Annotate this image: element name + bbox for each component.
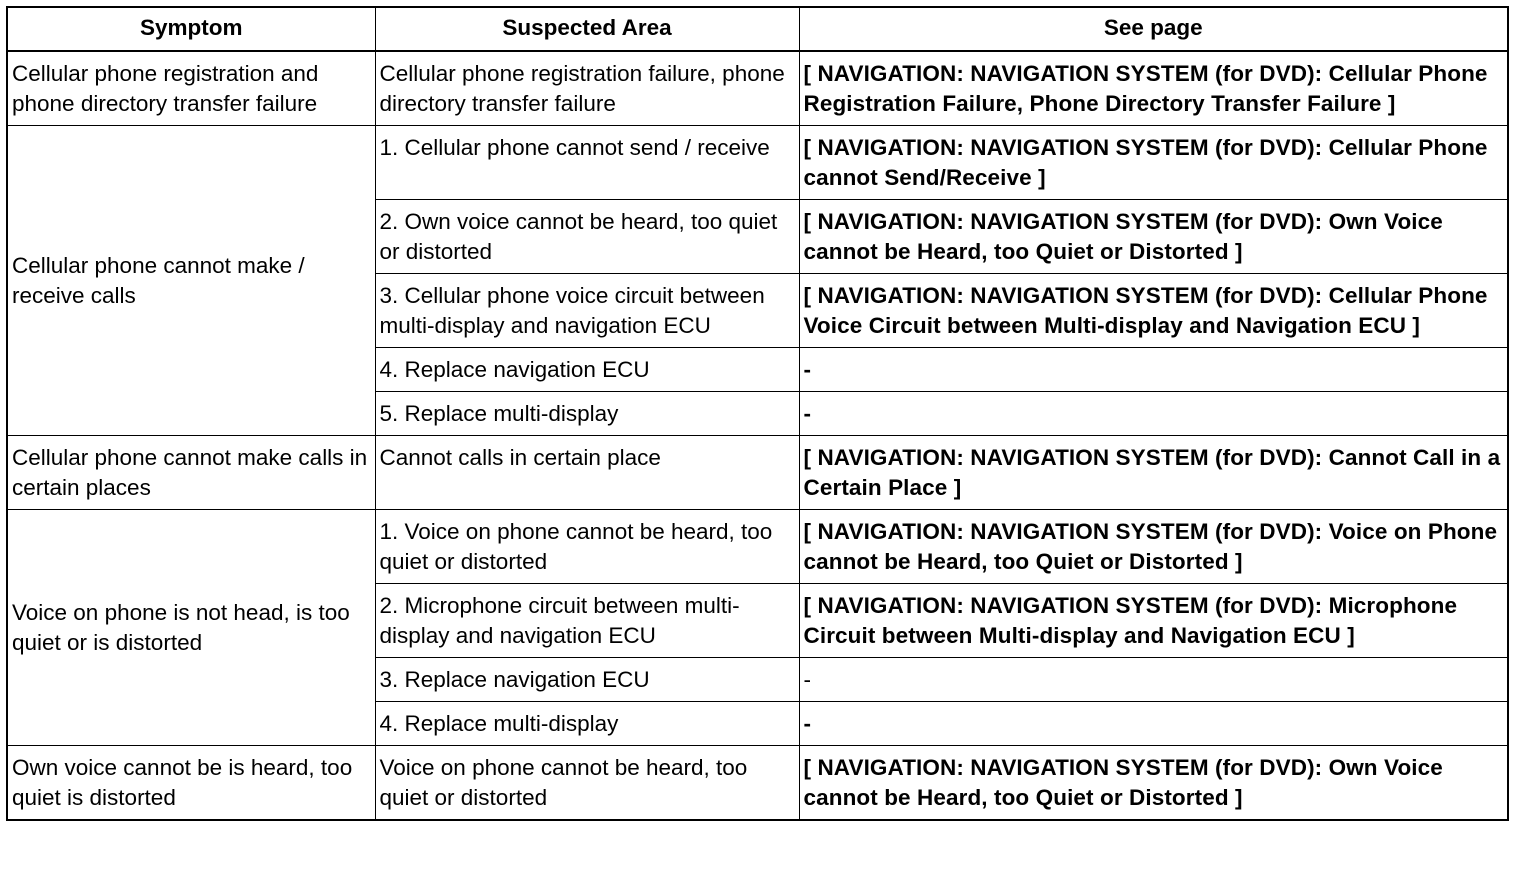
symptom-cell: Cellular phone registration and phone directory transfer failure	[7, 51, 375, 126]
see-page-link[interactable]: [ NAVIGATION: NAVIGATION SYSTEM (for DVD): Cellular Phone Voice Circuit between Multi-display and Navigation ECU ]	[799, 274, 1508, 348]
troubleshooting-table	[6, 6, 1509, 821]
see-page-value: -	[799, 392, 1508, 436]
suspected-area-cell: Voice on phone cannot be heard, too quiet or distorted	[375, 746, 799, 821]
suspected-area-cell: 4. Replace multi-display	[375, 702, 799, 746]
table-row	[7, 126, 1508, 200]
header-symptom: Symptom	[7, 7, 375, 51]
suspected-area-cell: Cellular phone registration failure, phone directory transfer failure	[375, 51, 799, 126]
suspected-area-cell: 1. Voice on phone cannot be heard, too quiet or distorted	[375, 510, 799, 584]
symptom-cell: Own voice cannot be is heard, too quiet is distorted	[7, 746, 375, 821]
table-row	[7, 51, 1508, 126]
see-page-link[interactable]: [ NAVIGATION: NAVIGATION SYSTEM (for DVD): Cellular Phone Registration Failure, Phone Directory Transfer Failure ]	[799, 51, 1508, 126]
table-row	[7, 436, 1508, 510]
see-page-link[interactable]: [ NAVIGATION: NAVIGATION SYSTEM (for DVD): Own Voice cannot be Heard, too Quiet or Distorted ]	[799, 200, 1508, 274]
see-page-link[interactable]: [ NAVIGATION: NAVIGATION SYSTEM (for DVD): Voice on Phone cannot be Heard, too Quiet or Distorted ]	[799, 510, 1508, 584]
symptom-cell: Voice on phone is not head, is too quiet or is distorted	[7, 510, 375, 746]
symptom-cell: Cellular phone cannot make calls in certain places	[7, 436, 375, 510]
suspected-area-cell: 3. Cellular phone voice circuit between multi-display and navigation ECU	[375, 274, 799, 348]
see-page-link[interactable]: [ NAVIGATION: NAVIGATION SYSTEM (for DVD): Own Voice cannot be Heard, too Quiet or Distorted ]	[799, 746, 1508, 821]
suspected-area-cell: 2. Own voice cannot be heard, too quiet or distorted	[375, 200, 799, 274]
suspected-area-cell: 4. Replace navigation ECU	[375, 348, 799, 392]
see-page-value: -	[799, 658, 1508, 702]
suspected-area-cell: Cannot calls in certain place	[375, 436, 799, 510]
header-suspected-area: Suspected Area	[375, 7, 799, 51]
table-row	[7, 510, 1508, 584]
table-row	[7, 746, 1508, 821]
see-page-link[interactable]: [ NAVIGATION: NAVIGATION SYSTEM (for DVD): Cellular Phone cannot Send/Receive ]	[799, 126, 1508, 200]
see-page-link[interactable]: [ NAVIGATION: NAVIGATION SYSTEM (for DVD): Microphone Circuit between Multi-display and Navigation ECU ]	[799, 584, 1508, 658]
symptom-cell: Cellular phone cannot make / receive calls	[7, 126, 375, 436]
see-page-link[interactable]: [ NAVIGATION: NAVIGATION SYSTEM (for DVD): Cannot Call in a Certain Place ]	[799, 436, 1508, 510]
header-see-page: See page	[799, 7, 1508, 51]
suspected-area-cell: 3. Replace navigation ECU	[375, 658, 799, 702]
see-page-value: -	[799, 348, 1508, 392]
suspected-area-cell: 2. Microphone circuit between multi-display and navigation ECU	[375, 584, 799, 658]
suspected-area-cell: 1. Cellular phone cannot send / receive	[375, 126, 799, 200]
suspected-area-cell: 5. Replace multi-display	[375, 392, 799, 436]
see-page-value: -	[799, 702, 1508, 746]
header-row	[7, 7, 1508, 51]
